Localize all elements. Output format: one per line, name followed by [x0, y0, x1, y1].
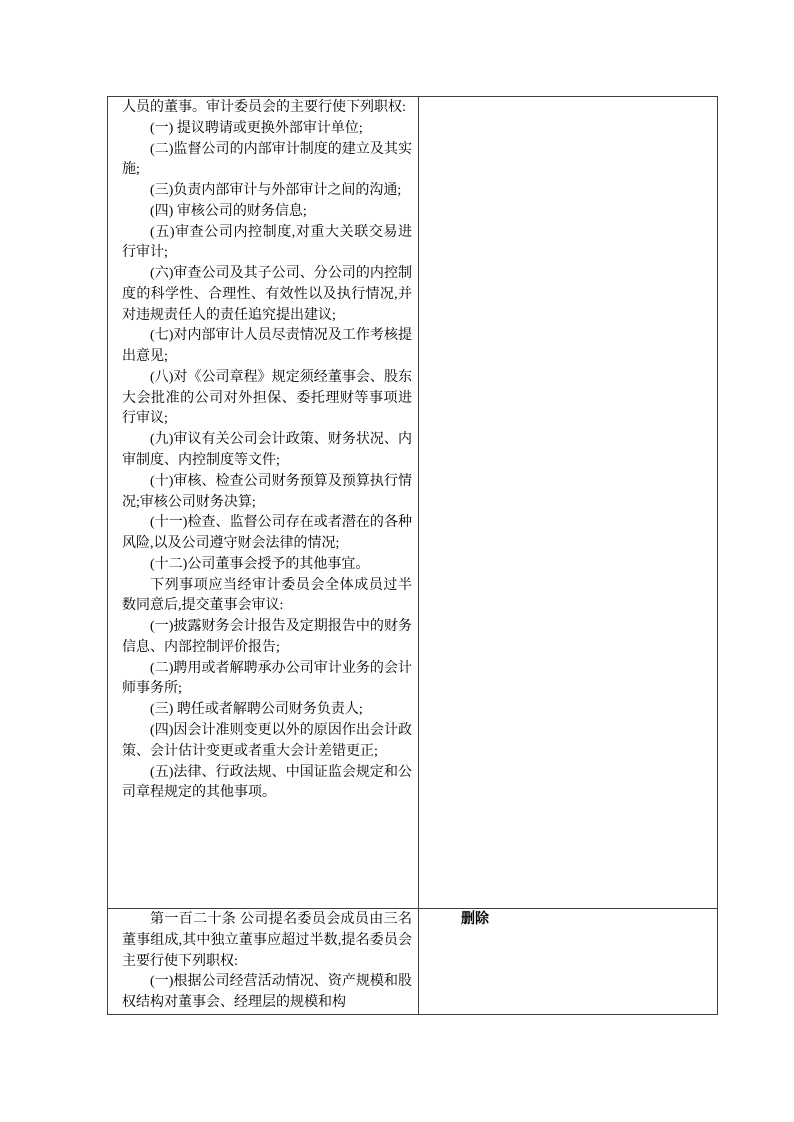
- paragraph: (二)监督公司的内部审计制度的建立及其实施;: [122, 141, 412, 178]
- paragraph: (一) 提议聘请或更换外部审计单位;: [150, 120, 363, 136]
- table-row: [108, 97, 718, 909]
- paragraph: 人员的董事。审计委员会的主要行使下列职权:: [122, 100, 406, 115]
- paragraph: (三)负责内部审计与外部审计之间的沟通;: [150, 183, 402, 199]
- paragraph: (一)根据公司经营活动情况、资产规模和股权结构对董事会、经理层的规模和构: [122, 974, 412, 1011]
- clause-text-cell: [108, 97, 419, 909]
- paragraph: (十二)公司董事会授予的其他事宜。: [150, 556, 370, 572]
- table-row: [108, 909, 718, 1015]
- paragraph: (三) 聘任或者解聘公司财务负责人;: [150, 702, 363, 718]
- paragraph: (六)审查公司及其子公司、分公司的内控制度的科学性、合理性、有效性以及执行情况,并对违规责任人的责任追究提出建议;: [122, 266, 412, 323]
- paragraph: (四)因会计准则变更以外的原因作出会计政策、会计估计变更或者重大会计差错更正;: [122, 722, 412, 759]
- paragraph: (五)审查公司内控制度,对重大关联交易进行审计;: [122, 224, 412, 261]
- paragraph: (十)审核、检查公司财务预算及预算执行情况;审核公司财务决算;: [122, 473, 412, 510]
- paragraph: (二)聘用或者解聘承办公司审计业务的会计师事务所;: [122, 660, 412, 697]
- paragraph: (十一)检查、监督公司存在或者潜在的各种风险,以及公司遵守财会法律的情况;: [122, 515, 412, 552]
- paragraph: (九)审议有关公司会计政策、财务状况、内审制度、内控制度等文件;: [122, 432, 412, 469]
- paragraph: 第一百二十条 公司提名委员会成员由三名董事组成,其中独立董事应超过半数,提名委员会主要行使下列职权:: [122, 912, 412, 969]
- paragraph: (四) 审核公司的财务信息;: [150, 203, 307, 219]
- clause-text-cell: [108, 909, 419, 1015]
- paragraph: (七)对内部审计人员尽责情况及工作考核提出意见;: [122, 328, 412, 365]
- revision-comparison-table: [107, 96, 718, 1015]
- clause-text-content: [122, 910, 412, 1014]
- paragraph: (八)对《公司章程》规定须经董事会、股东大会批准的公司对外担保、委托理财等事项进行审议;: [122, 369, 412, 427]
- revision-note-content: [433, 98, 711, 908]
- paragraph: 下列事项应当经审计委员会全体成员过半数同意后,提交董事会审议:: [122, 577, 412, 614]
- paragraph: (五)法律、行政法规、中国证监会规定和公司章程规定的其他事项。: [122, 764, 412, 801]
- clause-text-content: [122, 98, 412, 908]
- revision-note-content: [433, 910, 711, 1014]
- paragraph: 删除: [461, 912, 489, 927]
- revision-note-cell: [419, 909, 718, 1015]
- revision-note-cell: [419, 97, 718, 909]
- paragraph: (一)披露财务会计报告及定期报告中的财务信息、内部控制评价报告;: [122, 619, 412, 655]
